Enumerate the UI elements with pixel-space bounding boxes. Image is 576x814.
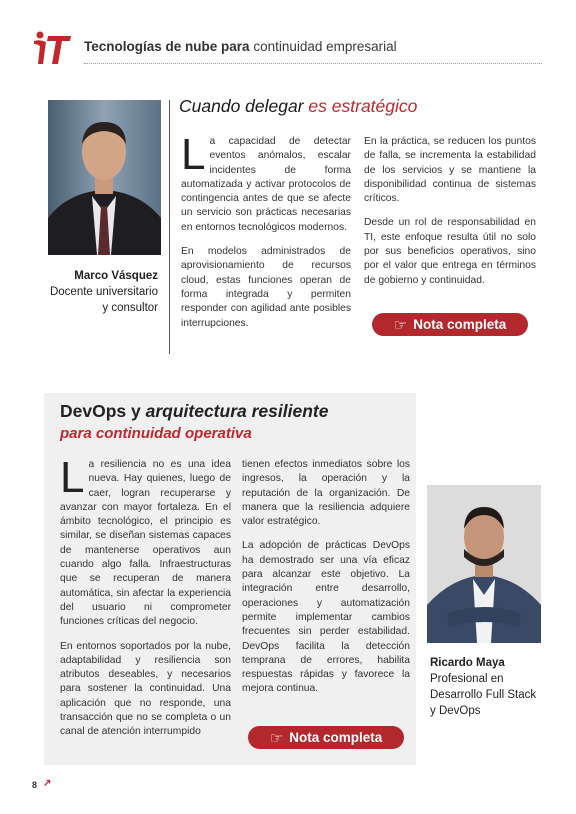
header-divider [84, 63, 542, 64]
dropcap: L [60, 453, 85, 502]
article1-paragraph: Desde un rol de responsabilidad en TI, este enfoque resulta útil no solo por sus beneficios operativos, sino por el valor que entrega en términos de gobierno y continuidad. [364, 217, 536, 286]
article2-column-2 [242, 458, 410, 707]
button-label: Nota completa [413, 317, 507, 332]
article2-paragraph: En entornos soportados por la nube, adaptabilidad y resiliencia son atributos deseables, y necesarios para sostener la continuidad. Una aplicación que no responde, una transacción que no se completa o un canal de atención interrumpido [60, 640, 231, 738]
article2-paragraph: tienen efectos inmediatos sobre los ingresos, la operación y la reputación de la organización. De manera que la resiliencia adquiere valor estratégico. [242, 459, 410, 528]
author-role: Docente universitario y consultor [49, 286, 158, 314]
article2-title-regular: DevOps y [60, 401, 141, 421]
article1-column-1 [181, 130, 351, 341]
read-full-note-button[interactable] [372, 313, 528, 336]
page-number: 8 [32, 780, 38, 790]
article1-title-dark: Cuando delegar [179, 96, 304, 116]
author-name: Ricardo Maya [430, 657, 505, 669]
arrow-up-right-icon: ↗ [43, 778, 52, 789]
paragraph-text: a capacidad de detectar eventos anómalos, escalar incidentes de forma automatizada y activar protocolos de contingencia antes de que se afecte un servicio son prácticas necesarias en entornos tecnológicos modernos. [181, 136, 351, 233]
article1-column-2 [364, 135, 536, 298]
article2-author [430, 655, 545, 719]
brand-logo [32, 30, 72, 66]
article1-paragraph [181, 130, 351, 235]
author-photo-marco [48, 100, 161, 255]
dropcap: L [181, 130, 206, 179]
article1-paragraph: En modelos administrados de aprovisionamiento de recursos cloud, estas funciones operan de forma integrada y permiten responder con agilidad ante posibles interrupciones. [181, 246, 351, 329]
page-header-title [84, 39, 397, 54]
header-title-bold: Tecnologías de nube para [84, 39, 250, 54]
button-label: Nota completa [289, 730, 383, 745]
article2-subtitle: para continuidad operativa [60, 425, 252, 442]
author-name: Marco Vásquez [74, 270, 158, 282]
article2-paragraph: La adopción de prácticas DevOps ha demostrado ser una vía eficaz para alcanzar este objetivo. La integración entre desarrollo, operaciones y automatización permite implementar cambios frecuentes sin perder estabilidad. DevOps facilita la detección temprana de errores, habilita respuestas rápidas y favorece la mejora continua. [242, 540, 410, 695]
article1-title-accent: es estratégico [308, 96, 418, 116]
article2-title-italic: arquitectura resiliente [145, 401, 329, 421]
author-photo-ricardo [427, 485, 541, 643]
article2-column-1 [60, 453, 231, 750]
read-full-note-button[interactable] [248, 726, 404, 749]
pointing-hand-icon: ☞ [269, 729, 284, 747]
header-title-regular: continuidad empresarial [253, 39, 397, 54]
paragraph-text: a resiliencia no es una idea nueva. Hay quienes, luego de caer, logran recuperarse y avanzar con mayor fortaleza. En el ámbito tecnológico, el principio es similar, se diseñan sistemas capaces de mantenerse operativos aun cuando algo falla. Infraestructuras que se recuperan de manera automática, sin afectar la experiencia del usuario ni comprometer funciones críticas del negocio. [60, 459, 231, 628]
article1-title [179, 96, 417, 117]
article1-paragraph: En la práctica, se reducen los puntos de falla, se incrementa la estabilidad de los servicios y se mantiene la disponibilidad continua de sistemas críticos. [364, 136, 536, 205]
article1-author [48, 268, 158, 316]
article1-divider [169, 100, 170, 354]
author-role: Profesional en Desarrollo Full Stack y DevOps [430, 673, 537, 717]
article2-title [60, 401, 328, 422]
article2-paragraph [60, 453, 231, 630]
pointing-hand-icon: ☞ [393, 316, 408, 334]
